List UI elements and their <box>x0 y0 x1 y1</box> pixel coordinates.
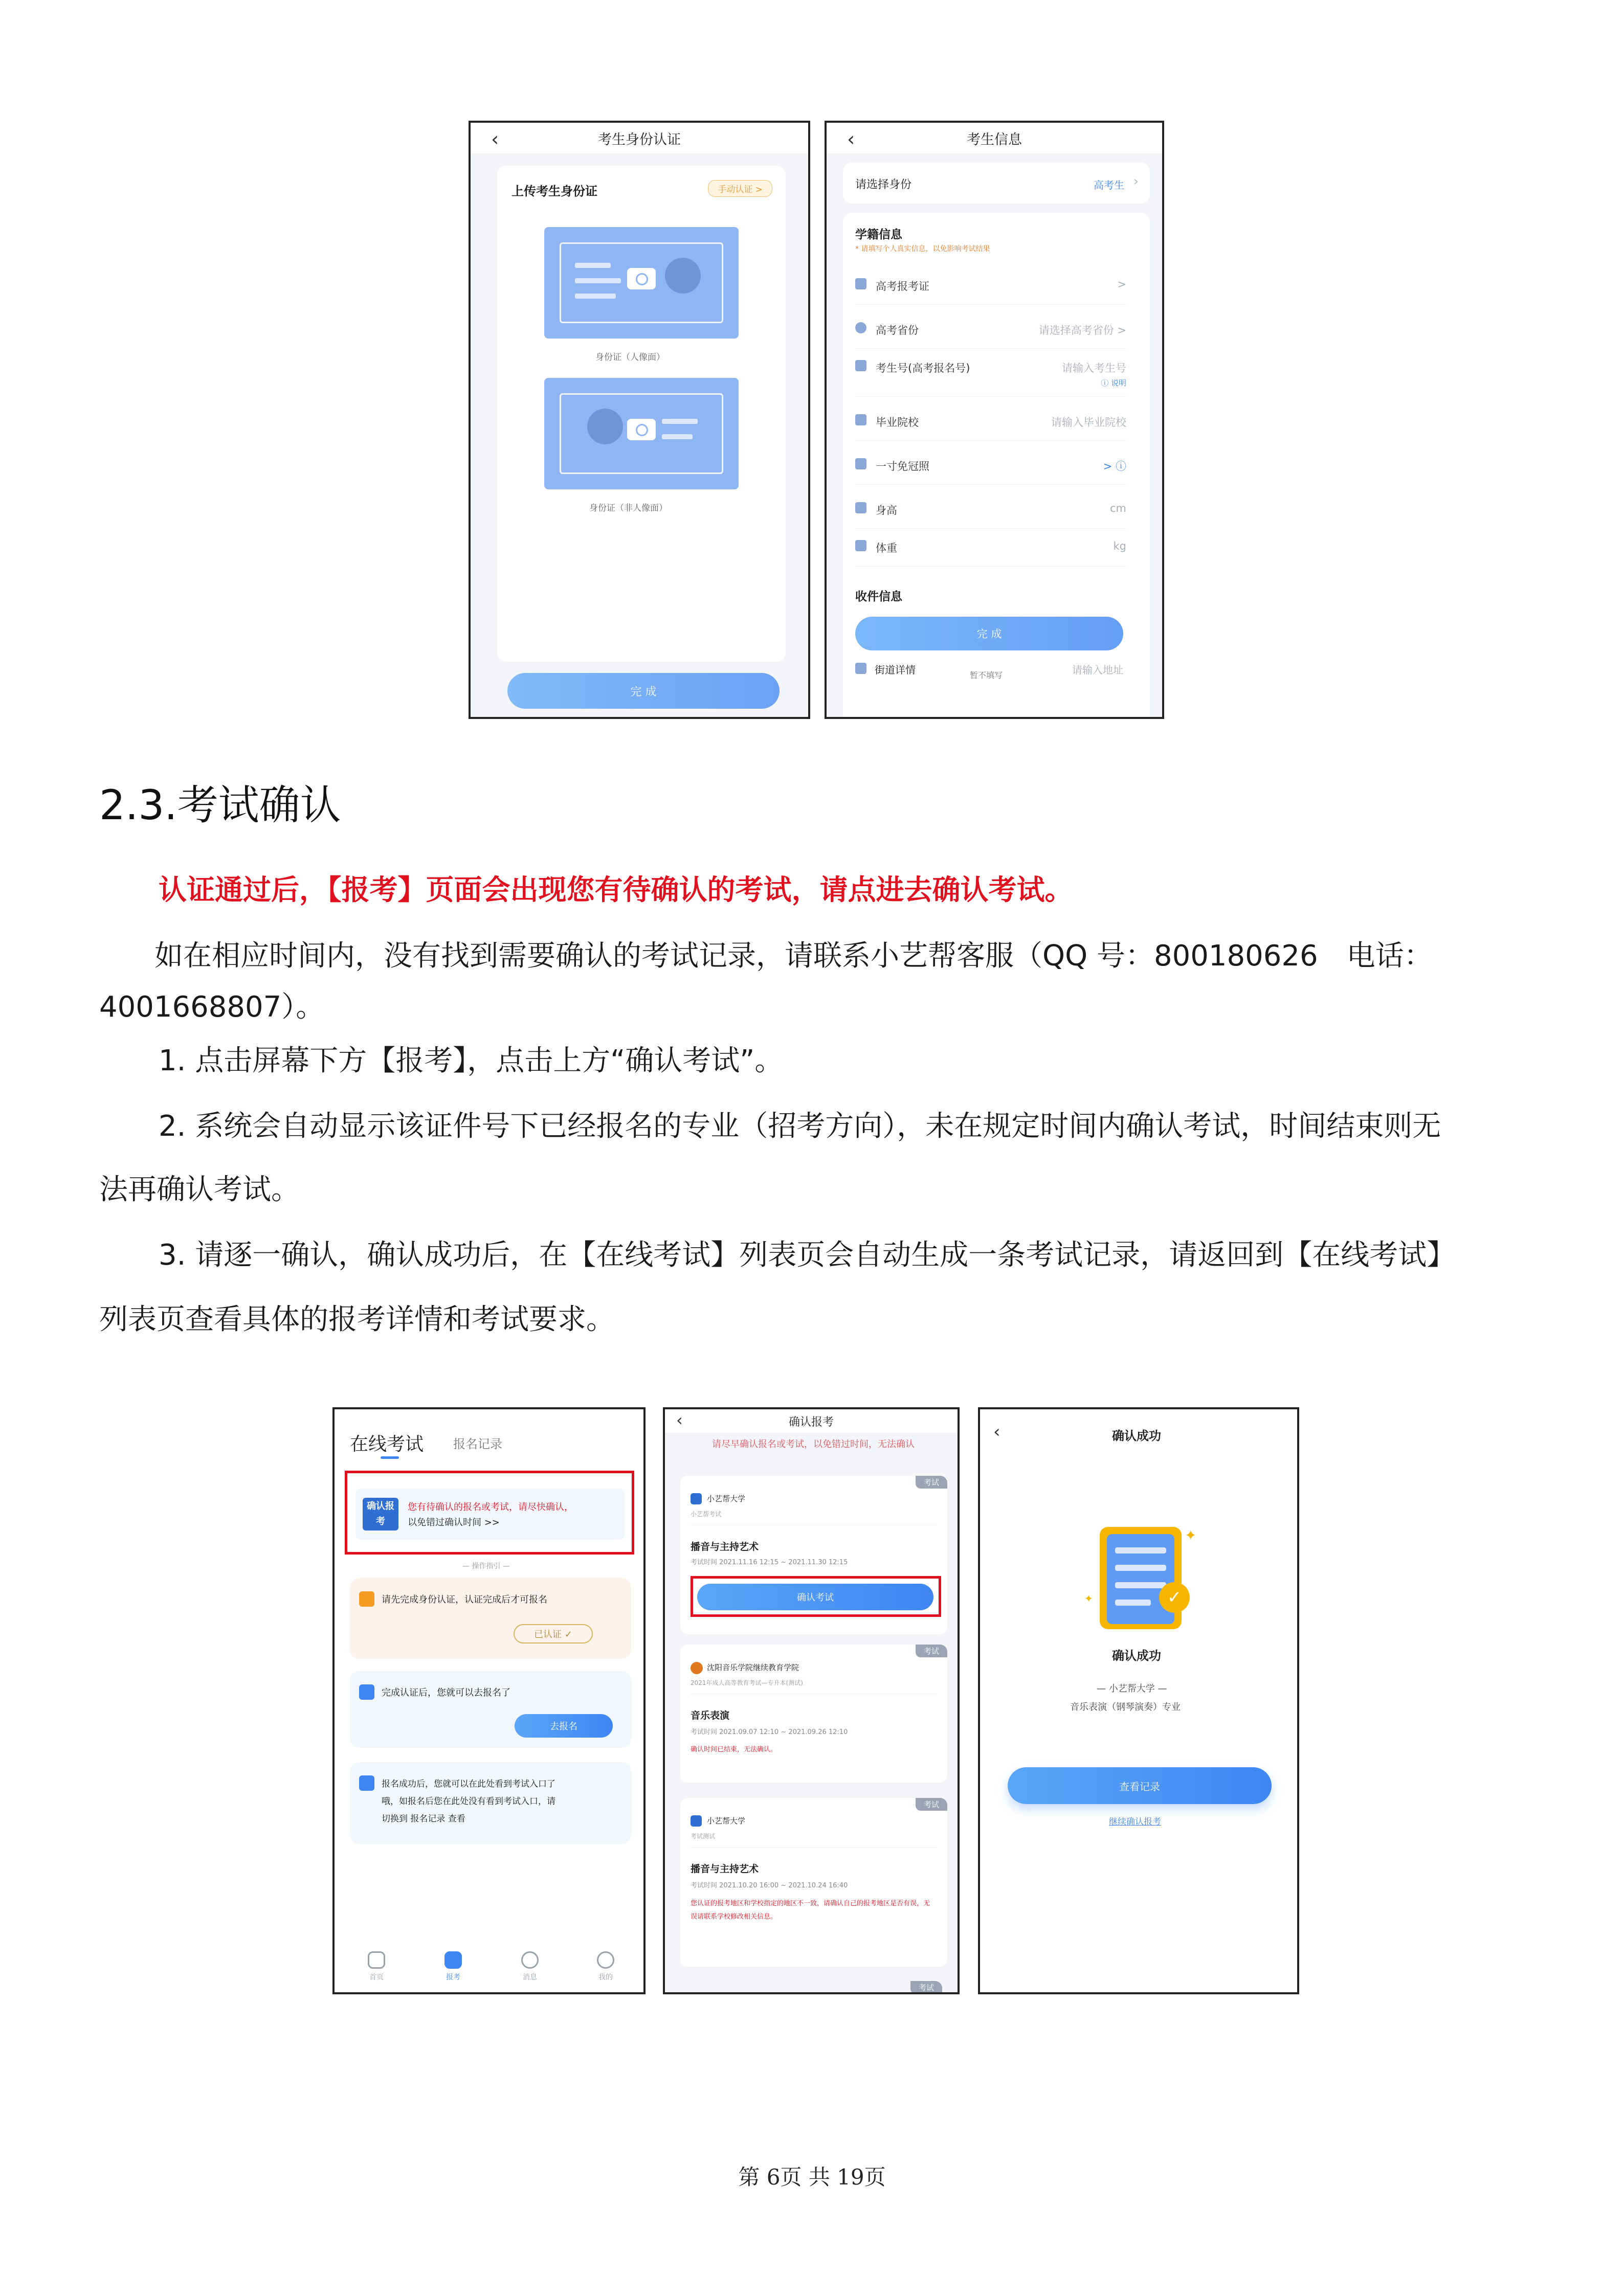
phone-screenshot-student-info <box>825 121 1164 719</box>
back-arrow-icon[interactable]: ‹ <box>491 128 499 150</box>
confirm-exam-button[interactable]: 确认考试 <box>697 1584 933 1610</box>
success-text: 确认成功 <box>1112 1649 1161 1663</box>
confirm-badge: 确认报考 <box>363 1498 398 1530</box>
screen-title: 确认报考 <box>788 1415 834 1429</box>
row-weight[interactable]: 体重 kg <box>855 531 1126 567</box>
exam-name: 播音与主持艺术 <box>691 1541 759 1552</box>
weight-icon <box>855 540 866 551</box>
step-2-line-2: 法再确认考试。 <box>99 1173 300 1206</box>
step-3-icon <box>359 1775 374 1791</box>
step-3-line-3: 切换到 报名记录 查看 <box>382 1814 465 1824</box>
height-icon <box>855 502 866 513</box>
receive-section-title: 收件信息 <box>855 590 902 603</box>
screen-title: 确认成功 <box>1112 1429 1161 1443</box>
home-icon <box>368 1951 385 1969</box>
success-clipboard-icon: ✓ ✦ ✦ <box>1089 1527 1192 1634</box>
step-2-line-1: 2. 系统会自动显示该证件号下已经报名的专业（招考方向），未在规定时间内确认考试，时间结束则无 <box>159 1110 1441 1143</box>
warning-banner: 请尽早确认报名或考试，以免错过时间，无法确认 <box>712 1439 915 1450</box>
exam-sub: 2021年成人高等教育考试—专升本(测试) <box>691 1679 803 1686</box>
contact-line-1: 如在相应时间内，没有找到需要确认的考试记录，请联系小艺帮客服（QQ 号：800180626 电话： <box>154 939 1433 973</box>
done-button[interactable]: 完 成 <box>507 673 780 709</box>
tab-signup-records[interactable]: 报名记录 <box>453 1437 502 1451</box>
back-arrow-icon[interactable]: ‹ <box>847 128 855 150</box>
confirm-exam-highlight <box>691 1576 941 1617</box>
identity-select-card[interactable] <box>843 163 1150 204</box>
red-notice: 认证通过后，【报考】页面会出现您有待确认的考试，请点进去确认考试。 <box>159 873 1073 906</box>
school-logo-icon <box>691 1493 702 1504</box>
page-footer: 第 6页 共 19页 <box>738 2165 886 2190</box>
tabbar-home[interactable]: 首页 <box>361 1951 392 1982</box>
step-1-icon <box>359 1591 374 1607</box>
contact-line-2: 4001668807）。 <box>99 991 325 1024</box>
ticket-icon <box>855 278 866 289</box>
back-arrow-icon[interactable]: ‹ <box>676 1410 683 1430</box>
camera-icon <box>627 268 656 289</box>
tab-online-exam[interactable]: 在线考试 <box>350 1434 424 1455</box>
exam-org: 小艺帮大学 <box>707 1816 746 1826</box>
exam-card-3 <box>680 1798 947 1967</box>
back-caption: 身份证（非人像面） <box>589 503 668 513</box>
exam-sub: 小艺帮考试 <box>691 1511 722 1518</box>
guide-label: — 操作指引 — <box>462 1562 510 1570</box>
phone-screenshot-online-exam <box>332 1407 646 1994</box>
step-1: 1. 点击屏幕下方【报考】，点击上方“确认考试”。 <box>159 1044 784 1077</box>
tabbar-messages[interactable]: 消息 <box>515 1951 545 1982</box>
exam-org: 沈阳音乐学院继续教育学院 <box>707 1663 799 1672</box>
exam-name: 音乐表演 <box>691 1710 730 1721</box>
school-hint: * 请填写个人真实信息，以免影响考试结果 <box>855 245 990 253</box>
street-value: 请输入地址 <box>1072 664 1123 676</box>
nav-bar <box>827 123 1162 153</box>
row-height[interactable]: 身高 cm <box>855 493 1126 529</box>
done-button[interactable]: 完 成 <box>855 617 1123 650</box>
school-section-title: 学籍信息 <box>855 228 902 241</box>
exam-time: 考试时间 2021.10.20 16:00 ~ 2021.10.24 16:40 <box>691 1882 848 1889</box>
location-icon <box>855 322 866 333</box>
bottom-exam-tag: 考试 <box>910 1981 942 1994</box>
pending-confirm-alert[interactable] <box>345 1471 634 1555</box>
upload-title: 上传考生身份证 <box>511 184 597 198</box>
continue-confirm-link[interactable]: 继续确认报考 <box>1109 1817 1161 1827</box>
step-2-text: 完成认证后，您就可以去报名了 <box>382 1687 510 1698</box>
row-exam-ticket[interactable]: 高考报考证 > <box>855 269 1126 305</box>
guide-step-2 <box>350 1671 631 1748</box>
identity-value: 高考生 <box>1094 179 1124 191</box>
exam-tag: 考试 <box>916 1798 947 1811</box>
exam-card-2 <box>680 1645 947 1783</box>
major-name: 音乐表演（钢琴演奏）专业 <box>1070 1702 1181 1713</box>
phone-screenshot-confirm-apply <box>663 1407 960 1994</box>
apply-icon <box>444 1951 462 1969</box>
step-1-text: 请先完成身份认证，认证完成后才可报名 <box>382 1594 547 1605</box>
step-3-line-2: 列表页查看具体的报考详情和考试要求。 <box>99 1303 615 1336</box>
step-3-line-2: 哦，如报名后您在此处没有看到考试入口，请 <box>382 1796 555 1807</box>
exam-org: 小艺帮大学 <box>707 1494 746 1503</box>
manual-auth-tag[interactable]: 手动认证 > <box>708 180 772 197</box>
row-photo[interactable]: 一寸免冠照 > ⓘ <box>855 449 1126 485</box>
active-tab-underline <box>381 1456 399 1459</box>
back-arrow-icon[interactable]: ‹ <box>993 1422 1000 1442</box>
camera-icon <box>627 419 656 440</box>
message-icon <box>521 1951 539 1969</box>
exam-note: 您认证的报考地区和学校指定的地区不一致，请确认自己的报考地区是否有误，无误请联系学校修改相关信息。 <box>691 1900 930 1921</box>
phone-screenshot-confirm-success <box>978 1407 1299 1994</box>
step-1-status: 已认证 ✓ <box>514 1624 593 1644</box>
id-front-upload[interactable] <box>544 227 739 339</box>
school-info-card <box>843 213 1150 719</box>
skip-text[interactable]: 暂不填写 <box>970 670 1003 680</box>
upload-card <box>497 166 786 662</box>
alert-text-1: 您有待确认的报名或考试，请尽快确认， <box>408 1502 573 1513</box>
chevron-right-icon: › <box>1133 174 1139 189</box>
exam-tag: 考试 <box>916 1645 947 1657</box>
street-icon <box>855 663 866 674</box>
alert-text-2: 以免错过确认时间 >> <box>408 1517 500 1528</box>
go-signup-button[interactable]: 去报名 <box>515 1714 613 1738</box>
exam-tag: 考试 <box>916 1476 947 1489</box>
school-name: — 小艺帮大学 — <box>1097 1683 1167 1694</box>
tabbar-apply[interactable]: 报考 <box>438 1951 469 1982</box>
tabbar-profile[interactable]: 我的 <box>590 1951 621 1982</box>
guide-step-1 <box>350 1578 631 1659</box>
step-3-line-1: 报名成功后，您就可以在此处看到考试入口了 <box>382 1779 555 1789</box>
school-logo-icon <box>691 1815 702 1827</box>
school-icon <box>855 414 866 425</box>
exam-note: 确认时间已结束，无法确认。 <box>691 1746 777 1753</box>
exam-sub: 考试测试 <box>691 1833 716 1840</box>
step-3-line-1: 3. 请逐一确认，确认成功后，在【在线考试】列表页会自动生成一条考试记录，请返回到【在线考试】 <box>159 1239 1456 1272</box>
screen-title: 考生身份认证 <box>598 131 681 148</box>
exam-time: 考试时间 2021.11.16 12:15 ~ 2021.11.30 12:15 <box>691 1559 848 1566</box>
front-caption: 身份证（人像面） <box>595 352 665 363</box>
exam-card-1 <box>680 1476 947 1634</box>
person-icon <box>855 458 866 469</box>
row-province[interactable]: 高考省份 请选择高考省份 > <box>855 313 1126 349</box>
view-record-button[interactable]: 查看记录 <box>1008 1767 1272 1804</box>
exam-name: 播音与主持艺术 <box>691 1863 759 1875</box>
street-label: 街道详情 <box>875 664 916 676</box>
school-logo-icon <box>691 1662 703 1674</box>
id-icon <box>855 360 866 371</box>
row-graduation-school[interactable]: 毕业院校 请输入毕业院校 <box>855 405 1126 441</box>
exam-time: 考试时间 2021.09.07 12:10 ~ 2021.09.26 12:10 <box>691 1728 848 1736</box>
step-2-icon <box>359 1684 374 1700</box>
profile-icon <box>597 1951 614 1969</box>
nav-bar <box>665 1409 958 1433</box>
id-back-upload[interactable] <box>544 378 739 489</box>
nav-bar <box>471 123 808 153</box>
phone-screenshot-id-auth <box>469 121 810 719</box>
guide-step-3 <box>350 1762 631 1844</box>
identity-label: 请选择身份 <box>855 178 912 191</box>
explain-link[interactable]: ⓘ 说明 <box>1101 378 1126 388</box>
row-student-number[interactable]: 考生号(高考报名号) 请输入考生号 ⓘ 说明 <box>855 351 1126 397</box>
screen-title: 考生信息 <box>967 131 1022 148</box>
section-heading: 2.3.考试确认 <box>99 781 341 829</box>
